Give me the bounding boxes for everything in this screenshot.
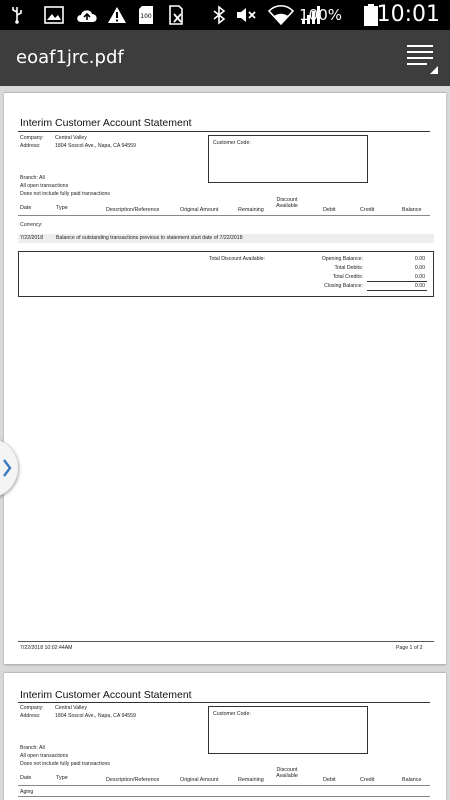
closing-balance-value: 0.00: [414, 283, 425, 289]
col-original-amount-2: Original Amount: [180, 777, 219, 783]
no-sim-icon: [166, 5, 186, 25]
customer-code-label: Customer Code:: [213, 140, 251, 146]
branch-text: Branch: All: [20, 175, 45, 181]
company-label-2: Company:: [20, 705, 44, 711]
address-label-2: Address:: [20, 713, 41, 719]
col-description: Description/Reference: [106, 207, 160, 213]
svg-text:100: 100: [140, 13, 152, 20]
customer-code-box: [208, 135, 368, 183]
pdf-page-2: [4, 672, 446, 800]
title-divider-2: [18, 702, 430, 703]
title-divider: [18, 131, 430, 132]
total-credits-label: Total Credits:: [332, 274, 363, 280]
col-debit-2: Debit: [323, 777, 336, 783]
col-date: Date: [20, 205, 32, 211]
app-bar: [0, 30, 450, 86]
header-divider: [18, 215, 430, 216]
storage-icon: [138, 5, 154, 25]
document-title: eoaf1jrc.pdf: [16, 47, 124, 68]
total-discount-label: Total Discount Available:: [208, 256, 265, 262]
cloud-upload-icon: [75, 6, 99, 24]
menu-button[interactable]: [404, 40, 440, 76]
status-bar: [0, 0, 450, 30]
total-credits-value: 0.00: [414, 274, 425, 280]
col-credit-2: Credit: [360, 777, 375, 783]
col-type-2: Type: [56, 775, 68, 781]
address-value: 1804 Soscol Ave., Napa, CA 94559: [55, 143, 136, 149]
branch-text-2: Branch: All: [20, 745, 45, 751]
customer-code-label-2: Customer Code:: [213, 711, 251, 717]
footer-timestamp: 7/22/2018 10:02:44AM: [20, 645, 73, 651]
fully-paid-note: Does not include fully paid transactions: [20, 191, 110, 197]
menu-icon: [404, 40, 440, 76]
statement-title-2: Interim Customer Account Statement: [20, 689, 192, 701]
col-credit: Credit: [360, 207, 375, 213]
col-description-2: Description/Reference: [106, 777, 160, 783]
address-value-2: 1804 Soscol Ave., Napa, CA 94559: [55, 713, 136, 719]
open-transactions-text: All open transactions: [20, 183, 69, 189]
usb-icon: [10, 6, 24, 24]
fully-paid-note-2: Does not include fully paid transactions: [20, 761, 110, 767]
footer-divider: [18, 641, 434, 642]
aging-label: Aging: [20, 789, 34, 795]
col-discount-2: Discount Available: [276, 767, 298, 779]
open-transactions-text-2: All open transactions: [20, 753, 69, 759]
row-description: Balance of outstanding transactions previous to statement start date of 7/22/2018: [56, 235, 243, 241]
col-type: Type: [56, 205, 68, 211]
bluetooth-icon: [212, 5, 226, 25]
aging-divider: [18, 796, 430, 797]
closing-balance-label: Closing Balance:: [324, 283, 363, 289]
table-row: [18, 234, 434, 243]
wifi-icon: [268, 4, 294, 26]
col-original-amount: Original Amount: [180, 207, 219, 213]
col-remaining-2: Remaining: [238, 777, 264, 783]
header-divider-2: [18, 785, 430, 786]
statement-title: Interim Customer Account Statement: [20, 117, 192, 129]
col-balance-2: Balance: [402, 777, 422, 783]
col-balance: Balance: [402, 207, 422, 213]
totals-box: [18, 251, 434, 297]
currency-label: Currency:: [20, 222, 43, 228]
company-value: Central Valley: [55, 135, 87, 141]
chevron-right-icon: [2, 458, 12, 478]
total-debits-value: 0.00: [414, 265, 425, 271]
col-date-2: Date: [20, 775, 32, 781]
col-debit: Debit: [323, 207, 336, 213]
pdf-viewer[interactable]: [0, 86, 450, 800]
col-discount: Discount Available: [276, 197, 298, 209]
opening-balance-value: 0.00: [414, 256, 425, 262]
opening-balance-label: Opening Balance:: [321, 256, 363, 262]
mute-icon: [235, 5, 259, 25]
pdf-page-1: [4, 92, 446, 664]
col-remaining: Remaining: [238, 207, 264, 213]
clock: 10:01: [376, 2, 440, 27]
company-value-2: Central Valley: [55, 705, 87, 711]
row-date: 7/22/2018: [20, 235, 44, 241]
address-label: Address:: [20, 143, 41, 149]
customer-code-box-2: [208, 706, 368, 754]
total-debits-label: Total Debits:: [334, 265, 363, 271]
battery-percent: 100%: [299, 6, 342, 24]
company-label: Company:: [20, 135, 44, 141]
warning-icon: [107, 6, 127, 24]
image-icon: [44, 6, 64, 24]
footer-page-number: Page 1 of 2: [396, 645, 423, 651]
totals-underline: [367, 281, 427, 282]
closing-underline: [367, 290, 427, 291]
